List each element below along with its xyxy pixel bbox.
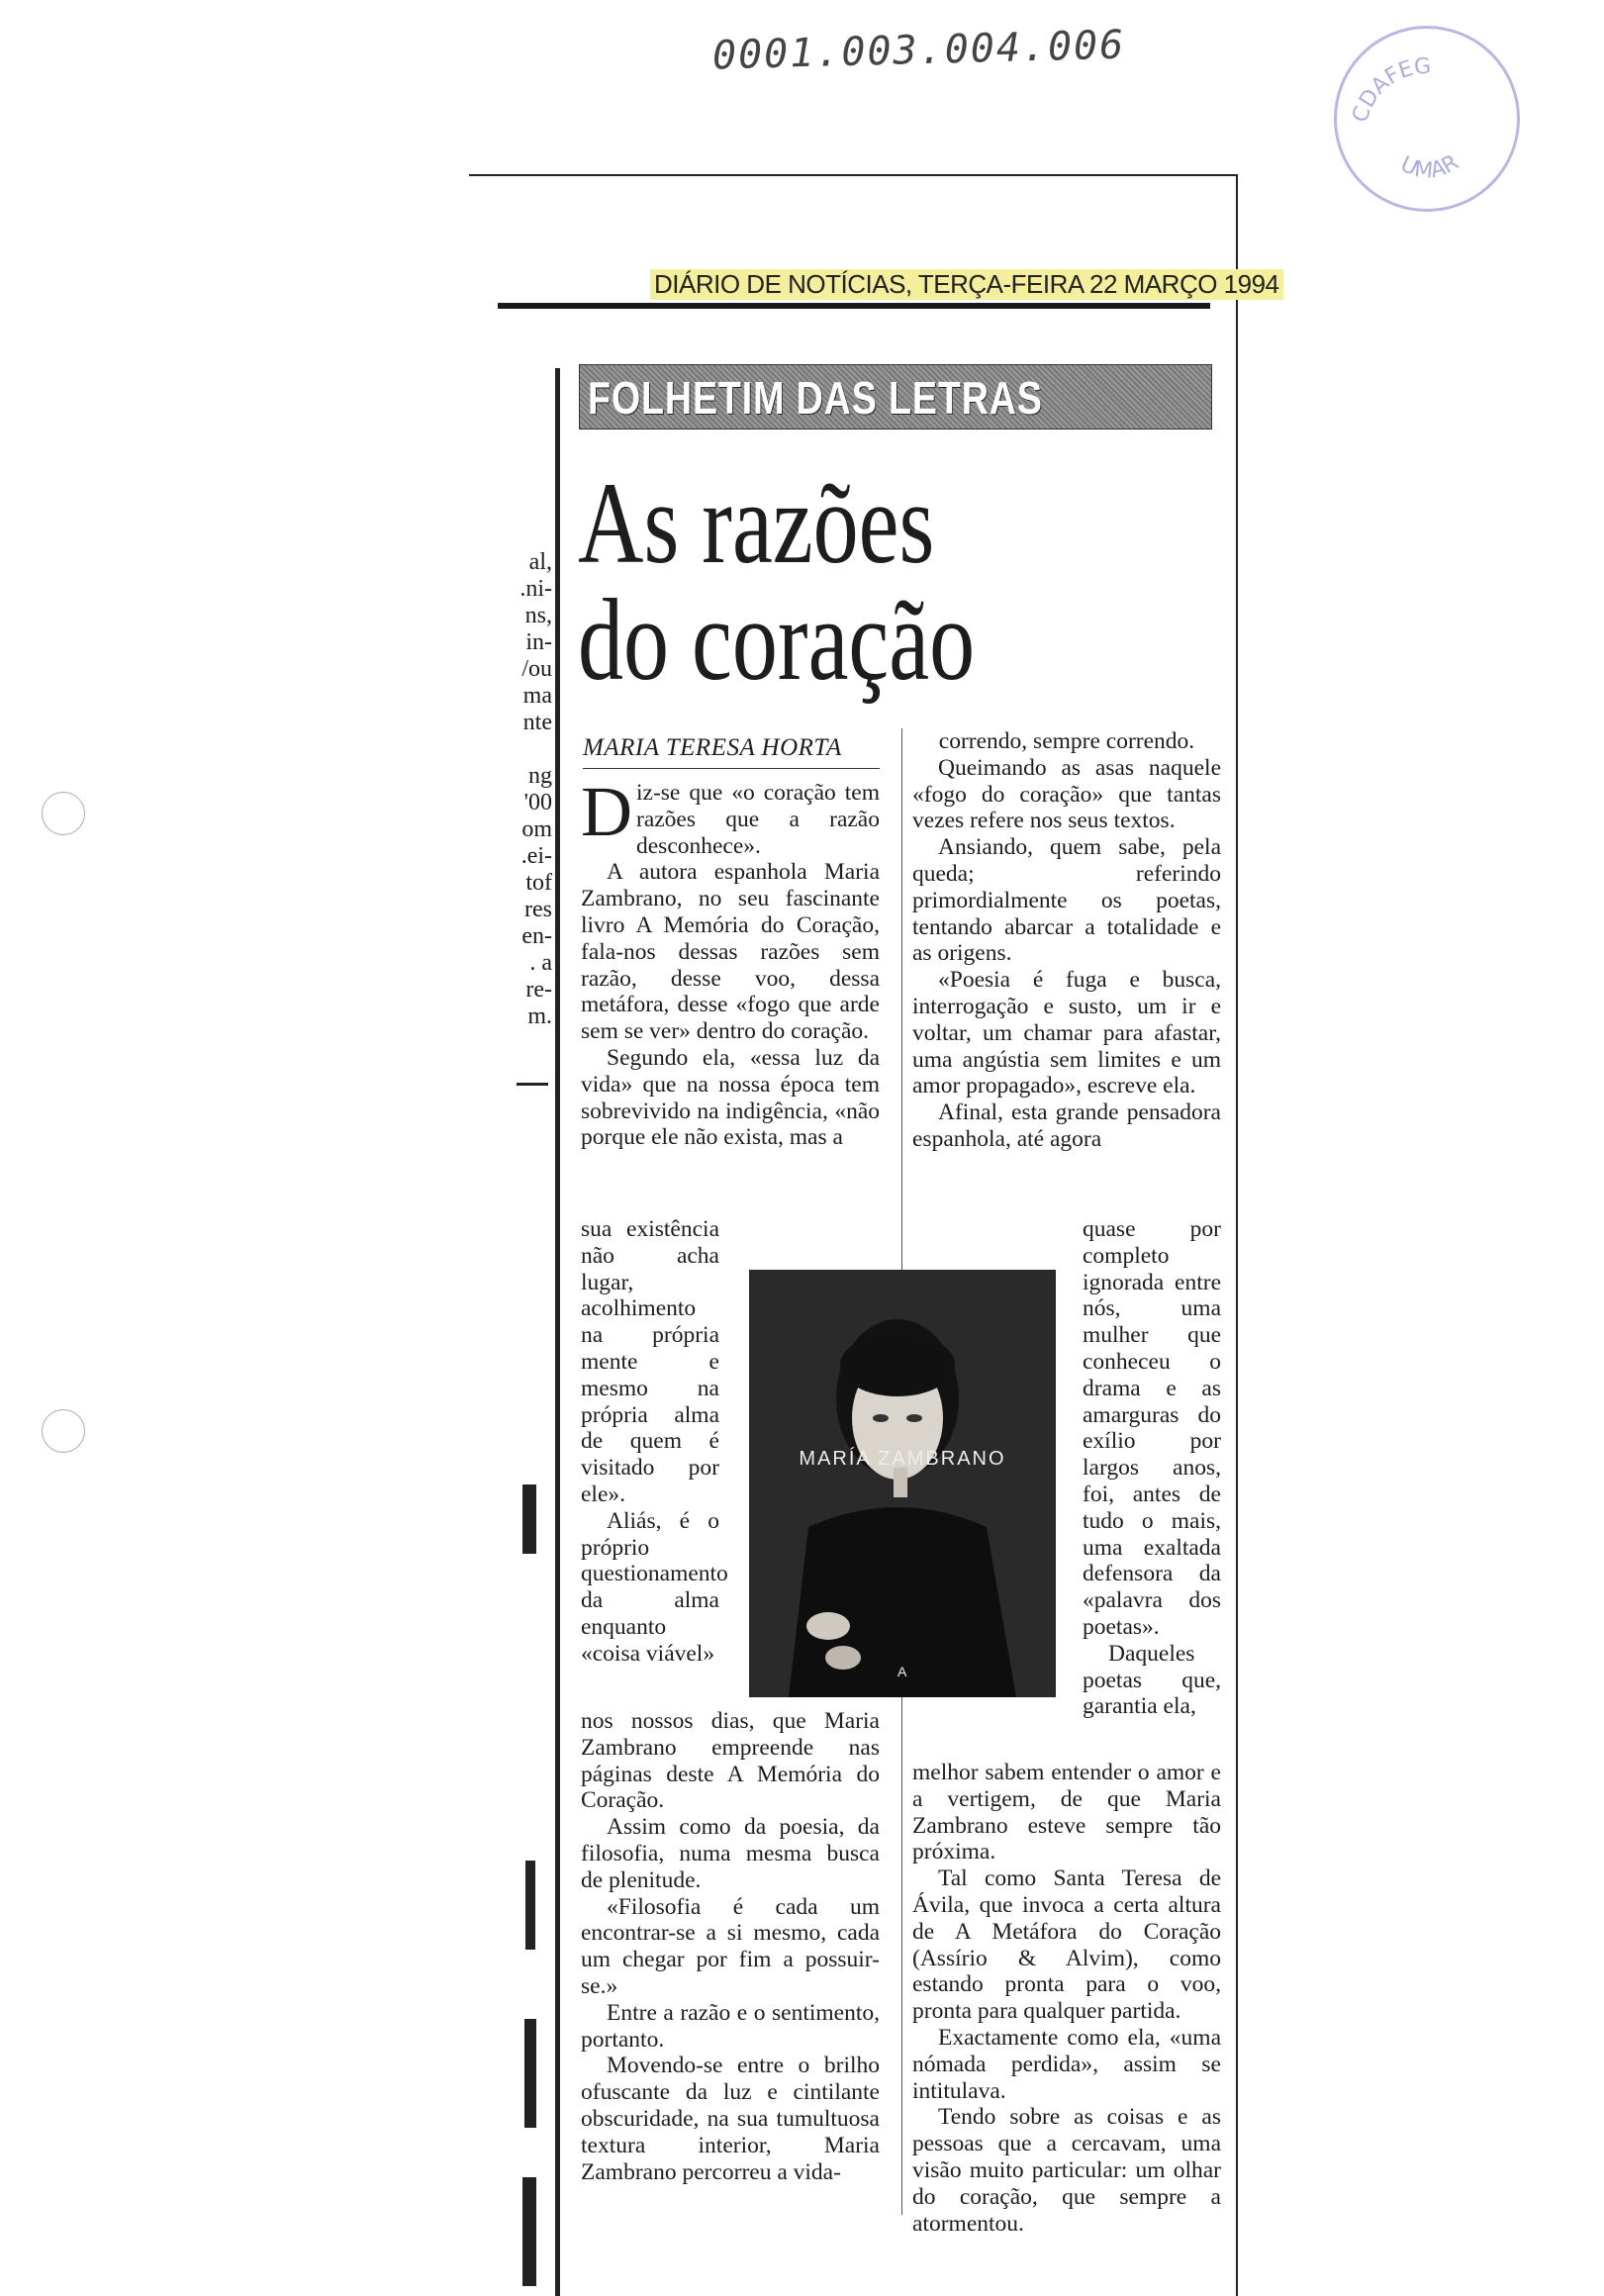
fragment-line: tof xyxy=(525,870,552,896)
paragraph: iz-se que «o coração tem razões que a razão desconhece». xyxy=(636,780,880,859)
paragraph: melhor sabem entender o amor e a vertigem, de que Maria Zambrano esteve sempre tão próxima. xyxy=(912,1760,1221,1866)
publisher-mark: A xyxy=(897,1664,907,1679)
paragraph: Exactamente como ela, «uma nómada perdida», assim se intitulava. xyxy=(912,2024,1221,2104)
headline-line: do coração xyxy=(578,575,976,705)
fragment-line: re- xyxy=(525,977,552,1003)
fragment-line: /ou xyxy=(521,656,552,682)
fragment-line: .ei- xyxy=(520,843,552,869)
photo-caption: MARÍA ZAMBRANO xyxy=(799,1448,1006,1470)
paragraph: Assim como da poesia, da filosofia, numa mesma busca de plenitude. xyxy=(581,1814,880,1893)
article-column-1 xyxy=(581,772,880,1151)
fragment-line: res xyxy=(524,897,552,922)
fragment-line: en- xyxy=(521,923,552,949)
fragment-line: .ni- xyxy=(519,576,552,602)
print-smudge xyxy=(522,1484,536,1554)
paragraph: quase por completo ignorada entre nós, uma mulher que conheceu o drama e as amarguras do exílio por largos anos, foi, antes de tudo o mais, uma exaltada defensora da «palavra dos poetas». xyxy=(1083,1216,1221,1640)
fragment-line: ns, xyxy=(524,603,552,628)
section-title: FOLHETIM DAS LETRAS xyxy=(588,372,1043,424)
binder-hole xyxy=(42,1409,85,1453)
paragraph: Entre a razão e o sentimento, portanto. xyxy=(581,1999,880,2053)
paragraph: Tal como Santa Teresa de Ávila, que invoca a certa altura de A Metáfora do Coração (Assírio & Alvim), como estando pronta para o voo, pronta para qualquer partida. xyxy=(912,1866,1221,2025)
svg-text:UMAR: UMAR xyxy=(1396,149,1463,184)
fragment-line: ng xyxy=(528,763,552,789)
paragraph: Afinal, esta grande pensadora espanhola, até agora xyxy=(912,1100,1221,1152)
paragraph: correndo, sempre correndo. xyxy=(938,728,1195,754)
paragraph: sua existência não acha lugar, acolhimento na própria mente e mesmo na própria alma de quem é visitado por ele». xyxy=(581,1216,719,1507)
article-column-2-wrap xyxy=(1083,1216,1221,1720)
binder-hole xyxy=(42,792,85,835)
print-smudge xyxy=(525,1861,535,1950)
paragraph: Queimando as asas naquele «fogo do coração» que tantas vezes refere nos seus textos. xyxy=(912,754,1221,834)
paragraph: Aliás, é o próprio questionamento da alma enquanto «coisa viável» xyxy=(581,1507,728,1667)
paragraph: Segundo ela, «essa luz da vida» que na nossa época tem sobrevivido na indigência, «não porque ele não exista, mas a xyxy=(581,1044,880,1151)
print-smudge xyxy=(524,2019,536,2128)
article-column-2-continued xyxy=(912,1760,1221,2237)
article-byline: MARIA TERESA HORTA xyxy=(583,734,842,761)
article-column-2 xyxy=(912,728,1221,1153)
newspaper-header: DIÁRIO DE NOTÍCIAS, TERÇA-FEIRA 22 MARÇO 1994 xyxy=(650,269,1283,300)
article-column-1-wrap xyxy=(581,1216,728,1668)
paragraph: «Filosofia é cada um encontrar-se a si mesmo, cada um chegar por fim a possuir-se.» xyxy=(581,1893,880,1999)
clipping-frame-right xyxy=(1236,174,1238,2296)
paragraph: Ansiando, quem sabe, pela queda; referindo primordialmente os poetas, tentando abarcar a totalidade e as origens. xyxy=(912,834,1221,967)
paragraph: nos nossos dias, que Maria Zambrano empreende nas páginas deste A Memória do Coração. xyxy=(581,1708,880,1814)
paragraph: A autora espanhola Maria Zambrano, no seu fascinante livro A Memória do Coração, fala-nos dessas razões sem razão, desse voo, dessa metáfora, desse «fogo que arde sem se ver» dentro do coração. xyxy=(581,859,880,1045)
paragraph: «Poesia é fuga e busca, interrogação e susto, um ir e voltar, um chamar para afastar, uma angústia sem limites e um amor propagado», escreve ela. xyxy=(912,967,1221,1100)
fragment-line: '00 xyxy=(523,790,552,815)
svg-text:CDAFEG: CDAFEG xyxy=(1348,53,1432,126)
portrait-figure xyxy=(749,1270,1056,1697)
paragraph: Movendo-se entre o brilho ofuscante da luz e cintilante obscuridade, na sua tumultuosa textura interior, Maria Zambrano percorreu a vida- xyxy=(581,2053,880,2185)
fragment-line: ma xyxy=(522,683,552,709)
header-rule xyxy=(498,303,1210,309)
byline-rule xyxy=(583,768,880,769)
clipping-frame-top xyxy=(469,174,1237,176)
print-smudge xyxy=(522,2177,536,2286)
fragment-dash xyxy=(517,1083,548,1086)
paragraph: Tendo sobre as coisas e as pessoas que a cercavam, uma visão muito particular: um olhar do coração, que sempre a atormentou. xyxy=(912,2104,1221,2237)
headline-line: As razões xyxy=(578,458,935,588)
fragment-line: in- xyxy=(525,629,552,655)
fragment-line: m. xyxy=(527,1004,552,1029)
section-banner xyxy=(579,364,1212,430)
author-photo xyxy=(749,1270,1056,1697)
drop-cap: D xyxy=(581,772,632,851)
article-column-1-continued xyxy=(581,1708,880,2185)
column-rule-left xyxy=(555,368,560,2296)
archive-reference: 0001.003.004.006 xyxy=(711,22,1126,79)
fragment-line: om xyxy=(521,816,552,842)
adjacent-column-fragment xyxy=(475,549,552,1030)
paragraph: Daqueles poetas que, garantia ela, xyxy=(1083,1640,1221,1720)
archive-stamp xyxy=(1334,26,1520,212)
fragment-line: . a xyxy=(529,950,552,976)
fragment-line xyxy=(475,736,552,763)
fragment-line: al, xyxy=(528,549,552,575)
fragment-line: nte xyxy=(522,710,552,735)
article-headline xyxy=(578,458,1057,705)
